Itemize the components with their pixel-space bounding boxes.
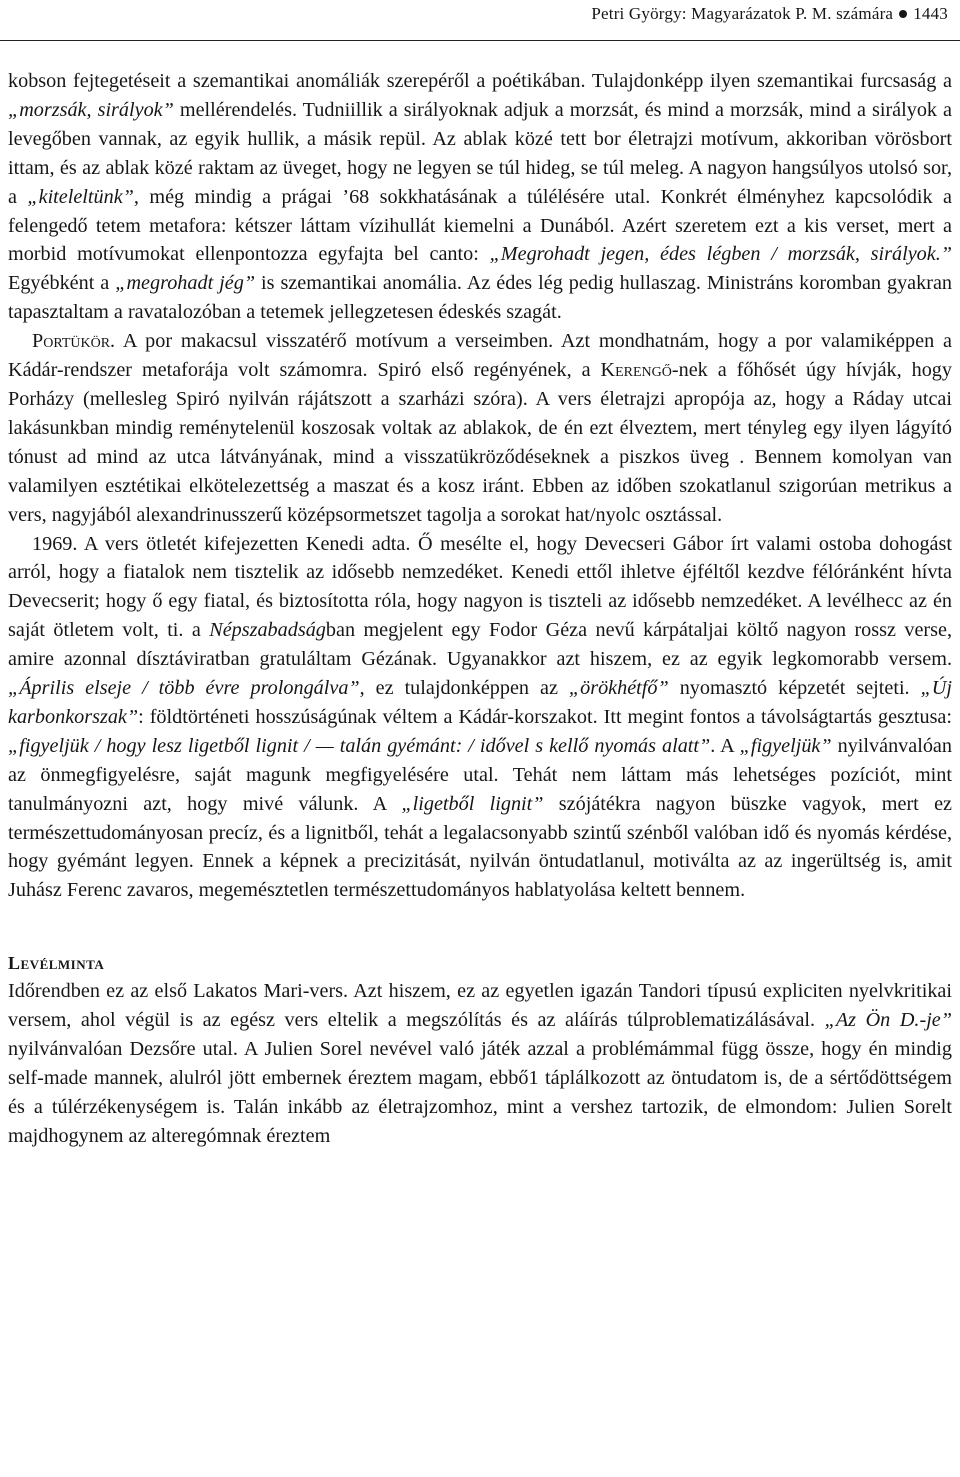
text-run: szójátékra nagyon büszke vagyok, mert ez természettudományosan precíz, és a lignitből, tehát a legalacsonyabb szintű szénből valóban idő és nyomás kérdése, hogy gyémánt legyen. Ennek a képnek a precizitását, nyilván öntudatlanul, motiválta az az ingerültség is, amit Juhász Ferenc zavaros, megemésztetlen természettudományos hablatyolása keltett bennem. [8, 792, 952, 902]
body-text [8, 67, 952, 1151]
text-run: nyomasztó képzetét sejteti. [668, 677, 921, 700]
text-run: . A [710, 734, 740, 757]
running-head-title: Petri György: Magyarázatok P. M. számára [591, 4, 894, 23]
italic-quote: „Az Ön D.-je” [824, 1009, 952, 1032]
italic-quote: „Új karbonkorszak” [8, 677, 952, 728]
italic-quote: „kiteleltünk” [27, 185, 134, 208]
text-run: 1969. A vers ötletét kifejezetten Kenedi adta. Ő mesélte el, hogy Devecseri Gábor írt valami ostoba dohogást arról, hogy a fiatalok nem tisztelik az idősebb nemzedéket. Kenedi ettől ihletve éjféltől kezdve félóránként hívta Devecserit; hogy ő egy fiatal, és biztosította róla, hogy nagyon is tiszteli az idősebb nemzedéket. A levélhecc az én saját ötletem volt, ti. a [8, 532, 952, 642]
paragraph-1 [8, 67, 952, 327]
text-run: is szemantikai anomália. Az édes lég pedig hullaszag. Ministráns koromban gyakran tapasztaltam a ravatalozóban a tetemek jellegzetesen édeskés szagát. [8, 272, 953, 324]
text-run: : földtörténeti hosszúságúnak véltem a Kádár-korszakot. Itt megint fontos a távolságtartás gesztusa: [138, 705, 952, 728]
text-run: , ez tulajdonképpen az [359, 677, 569, 700]
running-header [591, 2, 948, 26]
italic-quote: „figyeljük” [739, 734, 832, 757]
paragraph-4 [8, 977, 952, 1150]
text-run: Egyébként a [8, 272, 116, 295]
italic-quote: „morzsák, sirályok” [8, 98, 174, 121]
text-run: Időrendben ez az első Lakatos Mari-vers. Azt hiszem, ez az egyetlen igazán Tandori típusú expliciten nyelvkritikai versem, ahol végül is az egész vers eltelik a megszólítás és az aláírás túlproblematizálásával. [8, 980, 952, 1032]
bullet-dot-icon [899, 10, 907, 18]
italic-quote: „Április elseje / több évre prolongálva” [8, 677, 360, 700]
italic-quote: „örökhétfő” [568, 677, 669, 700]
text-run: -nek a főhősét úgy hívják, hogy Porházy (mellesleg Spiró nyilván rájátszott a szarházi szóra). A vers életrajzi apropója az, hogy a Ráday utcai lakásunkban mindig reménytelenül koszosak voltak az ablakok, de én ezt élveztem, mert tényleg egy ilyen lágyító tónust ad mind az utca látványának, mind a visszatükröződéseknek a piszkos üveg . Bennem komolyan van valamilyen esztétikai elkötelezettség a maszat és a kosz iránt. Ebben az időben szokatlanul szigorúan metrikus a vers, nagyjából alexandrinusszerű középsormetszet tagolja a sorokat hat/nyolc osztással. [8, 359, 952, 526]
italic-title: Népszabadság [209, 619, 326, 642]
book-title-kerengo: Kerengő [600, 359, 672, 382]
italic-quote: „megrohadt jég” [115, 272, 256, 295]
section-title-levelminta: Levélminta [8, 953, 105, 974]
text-run: kobson fejtegetéseit a szemantikai anomáliák szerepéről a poétikában. Tulajdonképp ilyen szemantikai furcsaság a [8, 70, 952, 92]
text-run: nyilvánvalóan Dezsőre utal. A Julien Sorel nevével való játék azzal a problémámmal függ össze, hogy én mindig self-made mannek, alulról jött embernek éreztem magam, ebbő1 táplálkozott az öntudatom is, de a sértődöttségem és a túlérzékenységem is. Talán inkább az életrajzomhoz, mint a vershez tartozik, de elmondom: Julien Sorelt majdhogynem az alteregómnak éreztem [8, 1038, 952, 1147]
paragraph-2 [8, 327, 952, 529]
italic-quote: „ligetből lignit” [401, 792, 544, 815]
paragraph-3 [8, 530, 952, 906]
page-number: 1443 [913, 4, 948, 23]
text-run: A por makacsul visszatérő motívum a verseimben. Azt mondhatnám, hogy a por valamiképpen a Kádár-rendszer metaforája volt számomra. Spiró első regényének, a [8, 330, 952, 382]
entry-heading-portukor: Portükör. [32, 330, 116, 353]
text-run: ban megjelent egy Fodor Géza nevű kárpátaljai költő nagyon rossz verse, amire azonnal dísztáviratban gratuláltam Gézának. Ugyanakkor azt hiszem, ez az egyik legkomorabb versem. [8, 619, 952, 671]
italic-quote: „figyeljük / hogy lesz ligetből lignit / — talán gyémánt: / idővel s kellő nyomás alatt” [8, 734, 711, 757]
text-run: mellérendelés. Tudniillik a sirályoknak adjuk a morzsát, és mind a morzsák, mind a sirályok a levegőben vannak, az egyik hullik, a másik repül. Az ablak közé tett bor életrajzi motívum, akkoriban vörösbort ittam, és az ablak közé raktam az üveget, hogy ne legyen se túl hideg, se túl meleg. A nagyon hangsúlyos utolsó sor, a [8, 98, 952, 208]
text-run: , még mindig a prágai ’68 sokkhatásának a túlélésére utal. Konkrét élményhez kapcsolódik a felengedő tetem metafora: kétszer láttam vízihullát kiemelni a Dunából. Azért szeretem ezt a kis verset, mert a morbid motívumokat ellenpontozza egyfajta bel canto: [8, 185, 952, 266]
header-rule [0, 40, 960, 41]
italic-quote: „Megrohadt jegen, édes légben / morzsák, sirályok.” [489, 243, 952, 266]
text-run: nyilvánvalóan az önmegfigyelésre, saját magunk megfigyelésére utal. Tehát nem láttam más lehetséges pozíciót, mint tanulmányozni azt, hogy mivé válunk. A [8, 734, 952, 815]
